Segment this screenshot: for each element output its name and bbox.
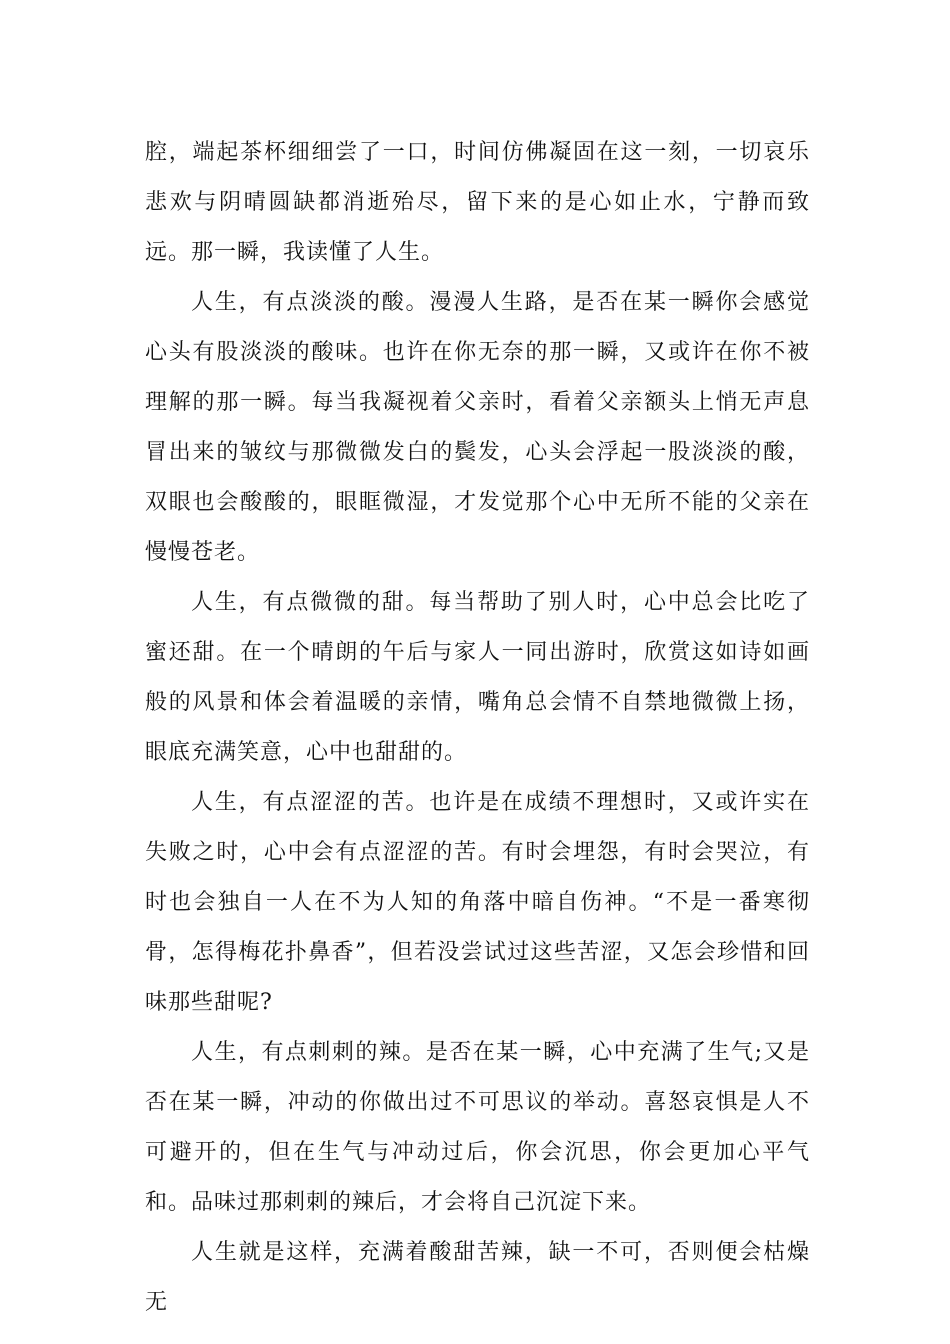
- paragraph-continuation: 腔，端起茶杯细细尝了一口，时间仿佛凝固在这一刻，一切哀乐悲欢与阴晴圆缺都消逝殆尽，留下来的是心如止水，宁静而致远。那一瞬，我读懂了人生。: [145, 140, 810, 265]
- paragraph-sour: 人生，有点淡淡的酸。漫漫人生路，是否在某一瞬你会感觉心头有股淡淡的酸味。也许在你无奈的那一瞬，又或许在你不被理解的那一瞬。每当我凝视着父亲时，看着父亲额头上悄无声息冒出来的皱纹与那微微发白的鬓发，心头会浮起一股淡淡的酸，双眼也会酸酸的，眼眶微湿，才发觉那个心中无所不能的父亲在慢慢苍老。: [145, 290, 810, 565]
- paragraph-sweet: 人生，有点微微的甜。每当帮助了别人时，心中总会比吃了蜜还甜。在一个晴朗的午后与家人一同出游时，欣赏这如诗如画般的风景和体会着温暖的亲情，嘴角总会情不自禁地微微上扬，眼底充满笑意，心中也甜甜的。: [145, 590, 810, 765]
- paragraph-bitter: 人生，有点涩涩的苦。也许是在成绩不理想时，又或许实在失败之时，心中会有点涩涩的苦。有时会埋怨，有时会哭泣，有时也会独自一人在不为人知的角落中暗自伤神。“不是一番寒彻骨，怎得梅花扑鼻香”，但若没尝试过这些苦涩，又怎会珍惜和回味那些甜呢?: [145, 790, 810, 1015]
- paragraph-spicy: 人生，有点刺刺的辣。是否在某一瞬，心中充满了生气;又是否在某一瞬，冲动的你做出过不可思议的举动。喜怒哀惧是人不可避开的，但在生气与冲动过后，你会沉思，你会更加心平气和。品味过那刺刺的辣后，才会将自己沉淀下来。: [145, 1040, 810, 1215]
- paragraph-conclusion: 人生就是这样，充满着酸甜苦辣，缺一不可，否则便会枯燥无: [145, 1240, 810, 1315]
- essay-body: [145, 128, 810, 1328]
